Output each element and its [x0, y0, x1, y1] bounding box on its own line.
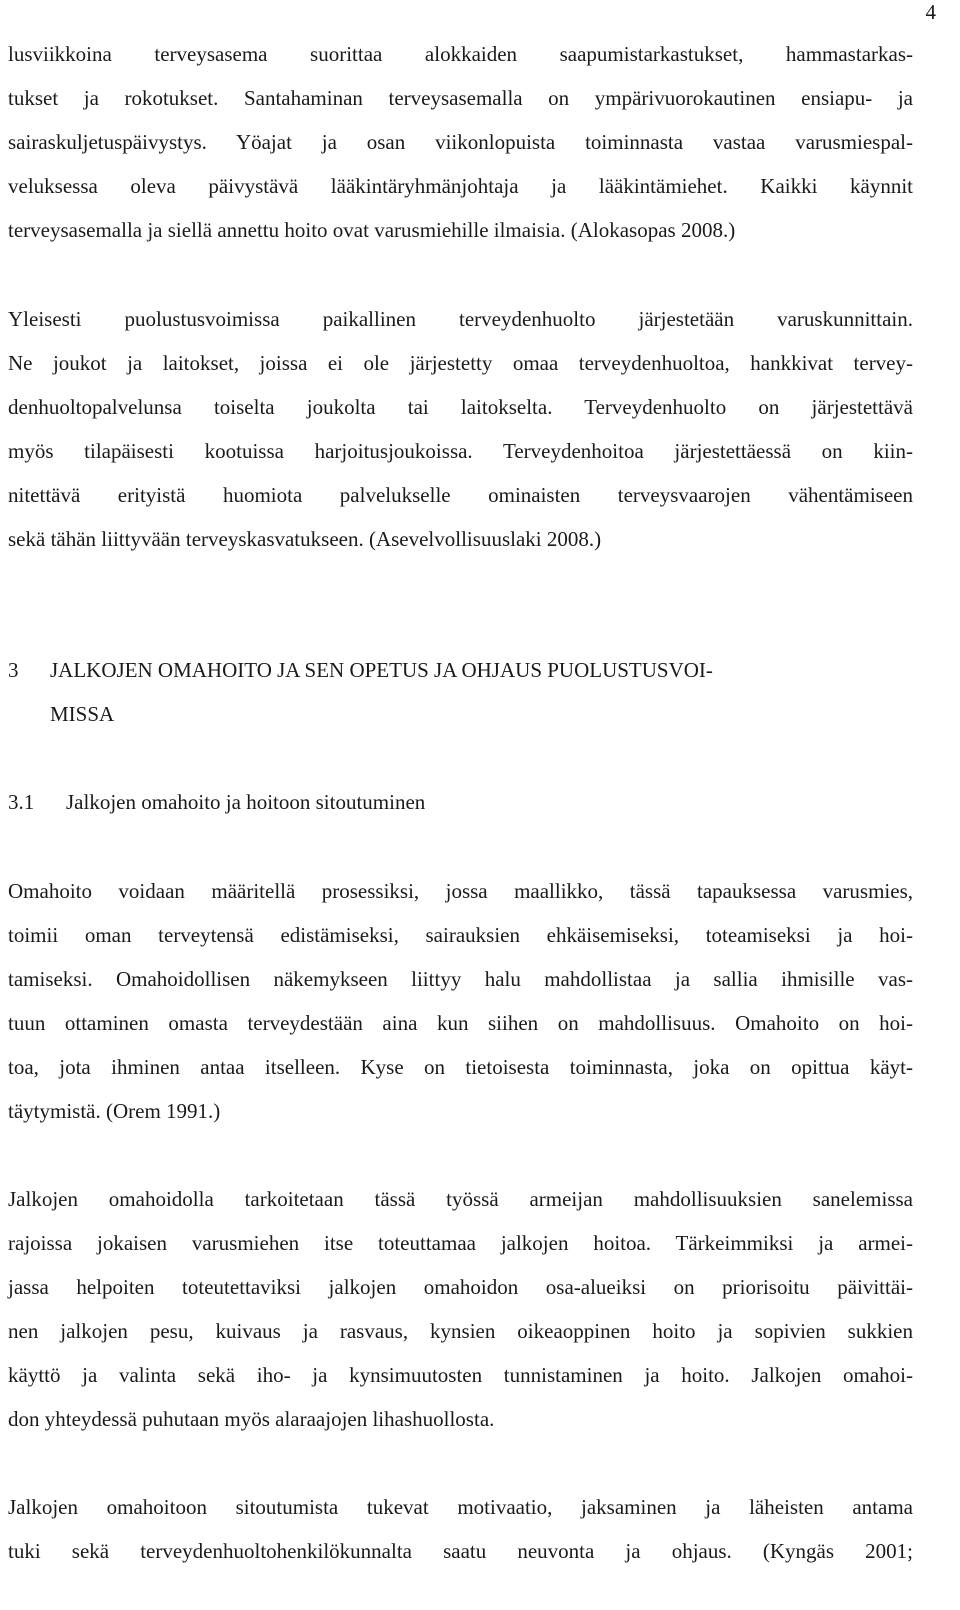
text-line: sekä tähän liittyvään terveyskasvatukseen. (Asevelvollisuuslaki 2008.) [8, 527, 602, 551]
text-line: käyttö ja valinta sekä iho- ja kynsimuutosten tunnistaminen ja hoito. Jalkojen omahoi- [8, 1363, 913, 1387]
text-line: veluksessa oleva päivystävä lääkintäryhmänjohtaja ja lääkintämiehet. Kaikki käynnit [8, 174, 913, 198]
text-line: don yhteydessä puhutaan myös alaraajojen lihashuollosta. [8, 1407, 495, 1431]
text-line: toimii oman terveytensä edistämiseksi, sairauksien ehkäisemiseksi, toteamiseksi ja hoi- [8, 923, 913, 947]
text-line: toa, jota ihminen antaa itselleen. Kyse on tietoisesta toiminnasta, joka on opittua käyt- [8, 1055, 913, 1079]
text-line: tamiseksi. Omahoidollisen näkemykseen liittyy halu mahdollistaa ja sallia ihmisille vas- [8, 967, 913, 991]
section-number: 3 [8, 658, 19, 682]
text-line: nitettävä erityistä huomiota palvelukselle ominaisten terveysvaarojen vähentämiseen [8, 483, 913, 507]
paragraph-health-care-organization [8, 297, 913, 561]
section-title-line-1: JALKOJEN OMAHOITO JA SEN OPETUS JA OHJAUS PUOLUSTUSVOI- [50, 658, 713, 682]
text-line: tuun ottaminen omasta terveydestään aina kun siihen on mahdollisuus. Omahoito on hoi- [8, 1011, 913, 1035]
section-title-line-2: MISSA [50, 702, 115, 726]
text-line: myös tilapäisesti kootuissa harjoitusjoukoissa. Terveydenhoitoa järjestettäessä on kiin- [8, 439, 913, 463]
text-line: Omahoito voidaan määritellä prosessiksi, jossa maallikko, tässä tapauksessa varusmies, [8, 879, 913, 903]
text-line: nen jalkojen pesu, kuivaus ja rasvaus, kynsien oikeaoppinen hoito ja sopivien sukkien [8, 1319, 913, 1343]
text-line: tukset ja rokotukset. Santahaminan terveysasemalla on ympärivuorokautinen ensiapu- ja [8, 86, 913, 110]
paragraph-foot-self-care [8, 1177, 913, 1441]
text-line: Yleisesti puolustusvoimissa paikallinen terveydenhuolto järjestetään varuskunnittain. [8, 307, 913, 331]
text-line: rajoissa jokaisen varusmiehen itse toteuttamaa jalkojen hoitoa. Tärkeimmiksi ja armei- [8, 1231, 913, 1255]
paragraph-continuation [8, 32, 913, 252]
text-line: Jalkojen omahoitoon sitoutumista tukevat motivaatio, jaksaminen ja läheisten antama [8, 1495, 913, 1519]
text-line: sairaskuljetuspäivystys. Yöajat ja osan viikonlopuista toiminnasta vastaa varusmiespal- [8, 130, 913, 154]
text-line: jassa helpoiten toteutettaviksi jalkojen omahoidon osa-alueiksi on priorisoitu päivittäi- [8, 1275, 913, 1299]
subsection-title: Jalkojen omahoito ja hoitoon sitoutuminen [66, 790, 426, 814]
page-number: 4 [925, 0, 936, 24]
text-line: terveysasemalla ja siellä annettu hoito ovat varusmiehille ilmaisia. (Alokasopas 2008.) [8, 218, 736, 242]
text-line: lusviikkoina terveysasema suorittaa alokkaiden saapumistarkastukset, hammastarkas- [8, 42, 913, 66]
text-line: Jalkojen omahoidolla tarkoitetaan tässä työssä armeijan mahdollisuuksien sanelemissa [8, 1187, 913, 1211]
paragraph-commitment [8, 1485, 913, 1573]
text-line: täytymistä. (Orem 1991.) [8, 1099, 221, 1123]
paragraph-self-care-definition [8, 869, 913, 1133]
text-line: denhuoltopalvelunsa toiselta joukolta tai laitokselta. Terveydenhuolto on järjestettävä [8, 395, 913, 419]
subsection-number: 3.1 [8, 790, 35, 814]
text-line: tuki sekä terveydenhuoltohenkilökunnalta saatu neuvonta ja ohjaus. (Kyngäs 2001; [8, 1539, 913, 1563]
text-line: Ne joukot ja laitokset, joissa ei ole järjestetty omaa terveydenhuoltoa, hankkivat tervey- [8, 351, 913, 375]
